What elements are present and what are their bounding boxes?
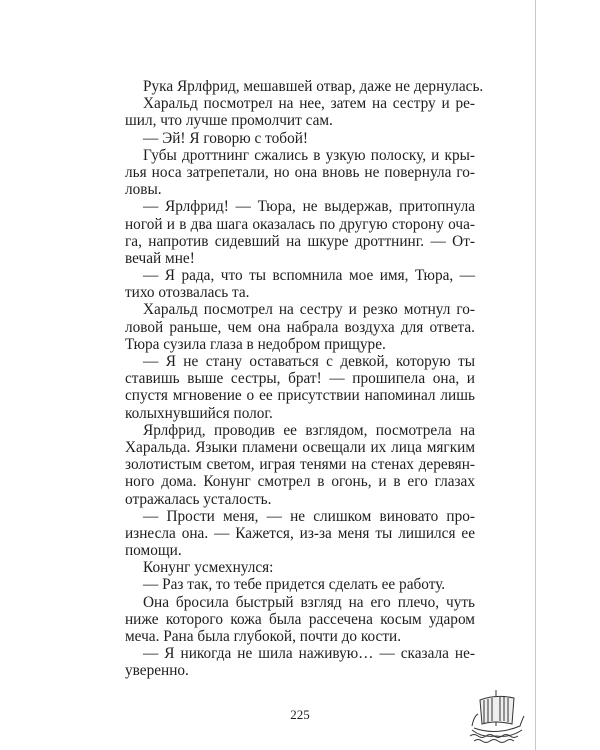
text-line: уверенно. [125,662,189,680]
text-line: га, напротив сидевший на шкуре дроттнинг. — От- [125,232,475,250]
text-line: Конунг усмехнулся: [143,559,274,577]
text-line: спустя мгновение о ее присутствии напоминал лишь [125,387,475,405]
text-line: — Раз так, то тебе придется сделать ее работу. [143,576,446,594]
text-line: вечай мне! [125,249,195,267]
text-line: — Прости меня, — не слишком виновато про- [143,507,475,525]
text-line: — Ярлфрид! — Тюра, не выдержав, притопнула [143,198,475,216]
text-line: — Я рада, что ты вспомнила мое имя, Тюра, — [143,267,475,285]
text-line: меча. Рана была глубокой, почти до кости. [125,628,402,645]
text-line: колыхнувшийся полог. [125,404,273,422]
page-edge-divider [535,0,536,750]
text-line: изнесла она. — Кажется, из-за меня ты лишился ее [125,524,475,542]
text-line: ставишь выше сестры, брат! — прошипела она, и [125,370,475,388]
viking-ship-icon [468,686,526,744]
text-line: — Эй! Я говорю с тобой! [143,129,309,147]
page-number: 225 [290,707,310,722]
text-line: шил, что лучше промолчит сам. [125,112,333,130]
text-line: Ярлфрид, проводив ее взглядом, посмотрела на [143,421,475,439]
text-line: помощи. [125,542,182,560]
text-line: ногой и в два шага оказалась по другую сторону оча- [125,215,475,233]
text-line: ловой раньше, чем она набрала воздуха для ответа. [125,318,475,336]
text-line: Тюра сузила глаза в недобром прищуре. [125,335,386,353]
text-line: ловы. [125,181,162,199]
page-body-text [125,78,484,680]
text-line: ниже которого кожа была рассечена косым ударом [125,610,475,628]
text-line: лья носа затрепетали, но она вновь не повернула го- [125,163,475,181]
text-line: золотистым светом, играя тенями на стенах деревян- [125,456,475,474]
text-line: тихо отозвалась та. [125,284,250,302]
text-line: Харальд посмотрел на сестру и резко мотнул го- [143,301,475,319]
text-line: Рука Ярлфрид, мешавшей отвар, даже не дернулась. [143,78,484,95]
text-line: — Я не стану оставаться с девкой, которую ты [143,353,475,370]
text-line: — Я никогда не шила наживую… — сказала не- [143,645,475,663]
text-line: Губы дроттнинг сжались в узкую полоску, и кры- [143,146,475,164]
text-line: Харальда. Языки пламени освещали их лица мягким [125,438,475,456]
text-line: отражалась усталость. [125,490,272,508]
text-line: Она бросила быстрый взгляд на его плечо, чуть [143,593,475,611]
text-line: ного дома. Конунг смотрел в огонь, и в его глазах [125,473,475,491]
text-line: Харальд посмотрел на нее, затем на сестру и ре- [143,95,475,113]
